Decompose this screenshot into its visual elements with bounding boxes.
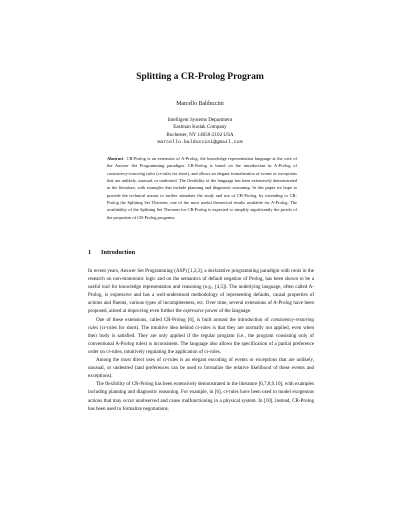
- affiliation-address: Rochester, NY 14650-2102 USA: [166, 131, 234, 138]
- paragraph-2-emphasis: consistency-restoring rules: [88, 316, 314, 331]
- abstract: [107, 155, 297, 221]
- paragraph-1-text-a: In recent years, Answer Set Programming (ASP) [1,2,3], a declarative programming paradigm with roots in the research on non-monotonic logic and on the semantics of default negation of Prolog, has been shown to be a useful tool for knowledge representation and reasoning (e.g., [4,5]). The underlying language, often called A-Prolog, is expressive and has a well-understood methodology of representing defaults, causal properties of actions and fluents, various types of incompleteness, etc. Over time, several extensions of A-Prolog have been proposed, aimed at improving even further the: [88, 268, 314, 315]
- paragraph-2: [88, 316, 314, 356]
- section-title: Introduction: [101, 249, 136, 256]
- author-email: marcello.balduccini@gmail.com: [157, 140, 243, 146]
- paragraph-4: The flexibility of CR-Prolog has been extensively demonstrated in the literature [6,7,8,9,10], with examples including planning and diagnostic reasoning. For example, in [6], cr-rules have been used to model exogenous actions that may occur unobserved and cause malfunctioning in a physical system. In [10], instead, CR-Prolog has been used to formalize negotiations.: [88, 381, 314, 412]
- section-number: 1: [88, 249, 92, 256]
- abstract-label: Abstract: [107, 156, 124, 161]
- paragraph-1-text-b: power of the language.: [203, 308, 252, 315]
- abstract-text-2: (cr-rules for short), and allows an elegant formalization of events or exceptions that are unlikely, unusual, or undesired. The flexibility of the language has been extensively demonstrated in the literature, with examples that include planning and diagnostic reasoning. In this paper we hope to provide the technical means to further stimulate the study and use of CR-Prolog, by extending to CR-Prolog the Splitting Set Theorem, one of the most useful theoretical results available for A-Prolog. The availability of the Splitting Set Theorem for CR-Prolog is expected to simplify significantly the proofs of the properties of CR-Prolog programs.: [107, 170, 297, 220]
- body-text: [88, 267, 314, 413]
- abstract-emphasis: consistency-restoring rules: [107, 170, 156, 176]
- paragraph-1: [88, 267, 314, 316]
- paper-title: Splitting a CR-Prolog Program: [136, 71, 264, 82]
- paragraph-2-text-a: One of these extensions, called CR-Prolog [6], is built around the introduction of: [96, 316, 271, 323]
- affiliation-department: Intelligent Systems Department: [167, 117, 233, 123]
- abstract-text-1: CR-Prolog is an extension of A-Prolog, the knowledge representation language at the core of the Answer Set Programming paradigm. CR-Prolog is based on the introduction in A-Prolog of: [107, 156, 298, 169]
- paragraph-1-emphasis: expressive: [183, 308, 204, 315]
- affiliation-company: Eastman Kodak Company: [173, 124, 227, 131]
- section-heading: [88, 249, 135, 257]
- author-name: Marcello Balduccini: [176, 101, 224, 107]
- paragraph-3: Among the most direct uses of cr-rules is an elegant encoding of events or exceptions that are unlikely, unusual, or undesired (and preferences can be used to formalize the relative likelihood of these events and exceptions).: [88, 357, 314, 380]
- author-affiliation: [0, 117, 400, 147]
- paragraph-2-text-b: (cr-rules for short). The intuitive idea behind cr-rules is that they are normally not applied, even when their body is satisfied. They are only applied if the regular program (i.e., the program consisting only of conventional A-Prolog rules) is inconsistent. The language also allows the specification of a partial preference order on cr-rules, intuitively regulating the application of cr-rules.: [88, 324, 314, 355]
